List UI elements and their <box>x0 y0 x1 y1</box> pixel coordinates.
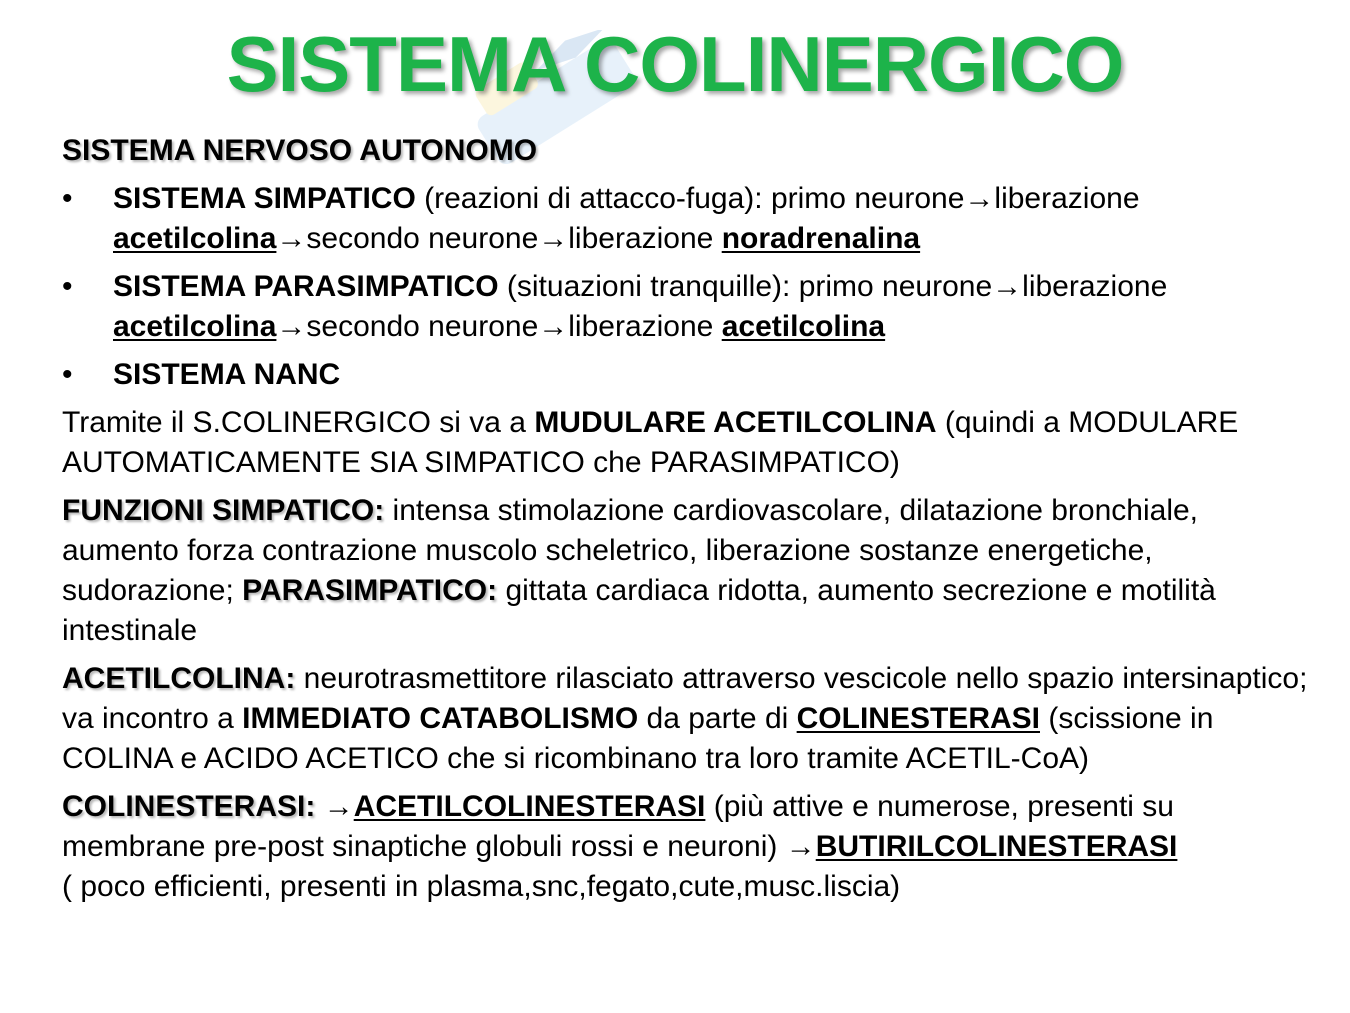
slide-title: SISTEMA COLINERGICO <box>226 20 1124 108</box>
arrow-icon: → <box>538 310 569 343</box>
bullet-simpatico: • SISTEMA SIMPATICO (reazioni di attacco-fuga): primo neurone→liberazione acetilcolina→secondo neurone→liberazione noradrenalina <box>62 179 1322 259</box>
arrow-icon: → <box>785 830 816 863</box>
bullet-heading: SISTEMA SIMPATICO <box>113 182 416 215</box>
bullet-heading: SISTEMA PARASIMPATICO <box>113 270 499 303</box>
bullet-heading: SISTEMA NANC <box>113 358 341 391</box>
bullet-dot: • <box>62 270 73 303</box>
bullet-parasimpatico: • SISTEMA PARASIMPATICO (situazioni tranquille): primo neurone→liberazione acetilcolina→secondo neurone→liberazione acetilcolina <box>62 267 1322 347</box>
bullet-dot: • <box>62 358 73 391</box>
arrow-icon: → <box>538 222 569 255</box>
paragraph-colinesterasi: COLINESTERASI: →ACETILCOLINESTERASI (più attive e numerose, presenti su membrane pre-post sinaptiche globuli rossi e neuroni) →BUTIRILCOLINESTERASI ( poco efficienti, presenti in plasma,snc,fegato,cute,musc.liscia) <box>62 790 1178 903</box>
bullet-dot: • <box>62 182 73 215</box>
slide-body <box>62 131 1322 907</box>
arrow-icon: → <box>276 222 307 255</box>
arrow-icon: → <box>992 270 1023 303</box>
arrow-icon: → <box>964 182 995 215</box>
paragraph-tramite: Tramite il S.COLINERGICO si va a MUDULARE ACETILCOLINA (quindi a MODULARE AUTOMATICAMENTE SIA SIMPATICO che PARASIMPATICO) <box>62 406 1239 479</box>
section-heading: SISTEMA NERVOSO AUTONOMO <box>62 134 538 167</box>
bullet-nanc <box>62 355 1322 395</box>
paragraph-funzioni: FUNZIONI SIMPATICO: intensa stimolazione cardiovascolare, dilatazione bronchiale, aumento forza contrazione muscolo scheletrico, liberazione sostanze energetiche, sudorazione; PARASIMPATICO: gittata cardiaca ridotta, aumento secrezione e motilità intestinale <box>62 494 1216 647</box>
paragraph-acetilcolina: ACETILCOLINA: neurotrasmettitore rilasciato attraverso vescicole nello spazio intersinaptico; va incontro a IMMEDIATO CATABOLISMO da parte di COLINESTERASI (scissione in COLINA e ACIDO ACETICO che si ricombinano tra loro tramite ACETIL-CoA) <box>62 662 1308 775</box>
arrow-icon: → <box>276 310 307 343</box>
arrow-icon: → <box>323 790 354 823</box>
